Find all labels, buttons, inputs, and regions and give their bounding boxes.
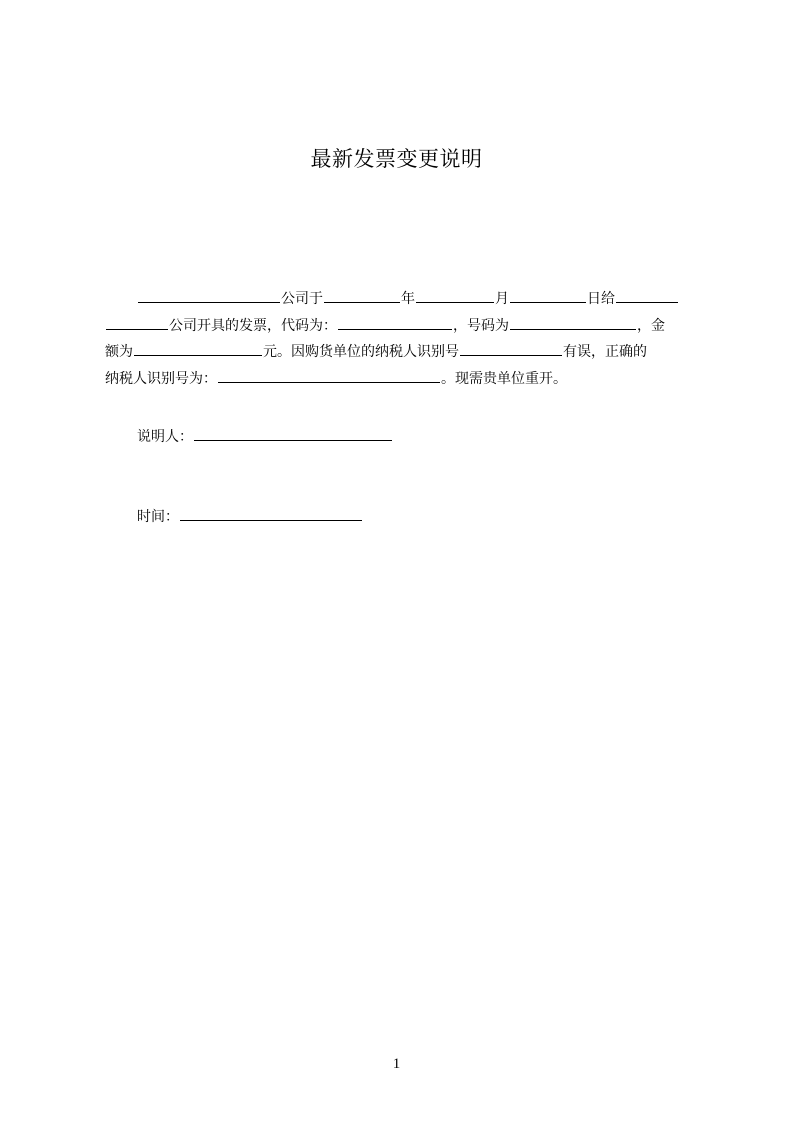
day-blank[interactable] xyxy=(510,287,586,303)
page-number: 1 xyxy=(392,1056,401,1072)
text-number: ，号码为 xyxy=(453,317,509,334)
time-blank[interactable] xyxy=(180,505,362,521)
text-invoice-code: 公司开具的发票，代码为： xyxy=(169,317,337,334)
text-month: 月 xyxy=(495,291,509,307)
time-label: 时间： xyxy=(137,509,179,525)
amount-blank[interactable] xyxy=(134,340,262,356)
recipient-blank[interactable] xyxy=(616,287,678,303)
signature-label: 说明人： xyxy=(137,429,193,445)
recipient-blank-cont[interactable] xyxy=(106,314,168,330)
text-company-from: 公司于 xyxy=(281,291,323,307)
invoice-number-blank[interactable] xyxy=(510,314,636,330)
year-blank[interactable] xyxy=(324,287,400,303)
text-yuan-reason: 元。因购货单位的纳税人识别号 xyxy=(263,344,459,360)
time-field xyxy=(137,505,363,526)
signature-field xyxy=(137,425,393,446)
paragraph-line-2 xyxy=(105,313,700,340)
paragraph-line-4 xyxy=(105,366,700,393)
signature-blank[interactable] xyxy=(194,425,392,441)
correct-taxpayer-id-blank[interactable] xyxy=(218,367,440,383)
text-amount: 额为 xyxy=(105,344,133,360)
text-year: 年 xyxy=(401,291,415,307)
paragraph-line-3 xyxy=(105,339,700,366)
company-name-blank[interactable] xyxy=(138,287,280,303)
month-blank[interactable] xyxy=(416,287,494,303)
text-day-to: 日给 xyxy=(587,291,615,307)
wrong-taxpayer-id-blank[interactable] xyxy=(460,340,562,356)
text-error: 有误，正确的 xyxy=(563,344,647,360)
document-title: 最新发票变更说明 xyxy=(310,147,483,171)
statement-paragraph xyxy=(105,286,700,392)
invoice-code-blank[interactable] xyxy=(338,314,452,330)
text-reissue: 。现需贵单位重开。 xyxy=(441,370,567,387)
text-amount-prefix: ，金 xyxy=(637,317,665,334)
paragraph-line-1 xyxy=(105,286,700,313)
text-correct-id: 纳税人识别号为： xyxy=(105,370,217,387)
